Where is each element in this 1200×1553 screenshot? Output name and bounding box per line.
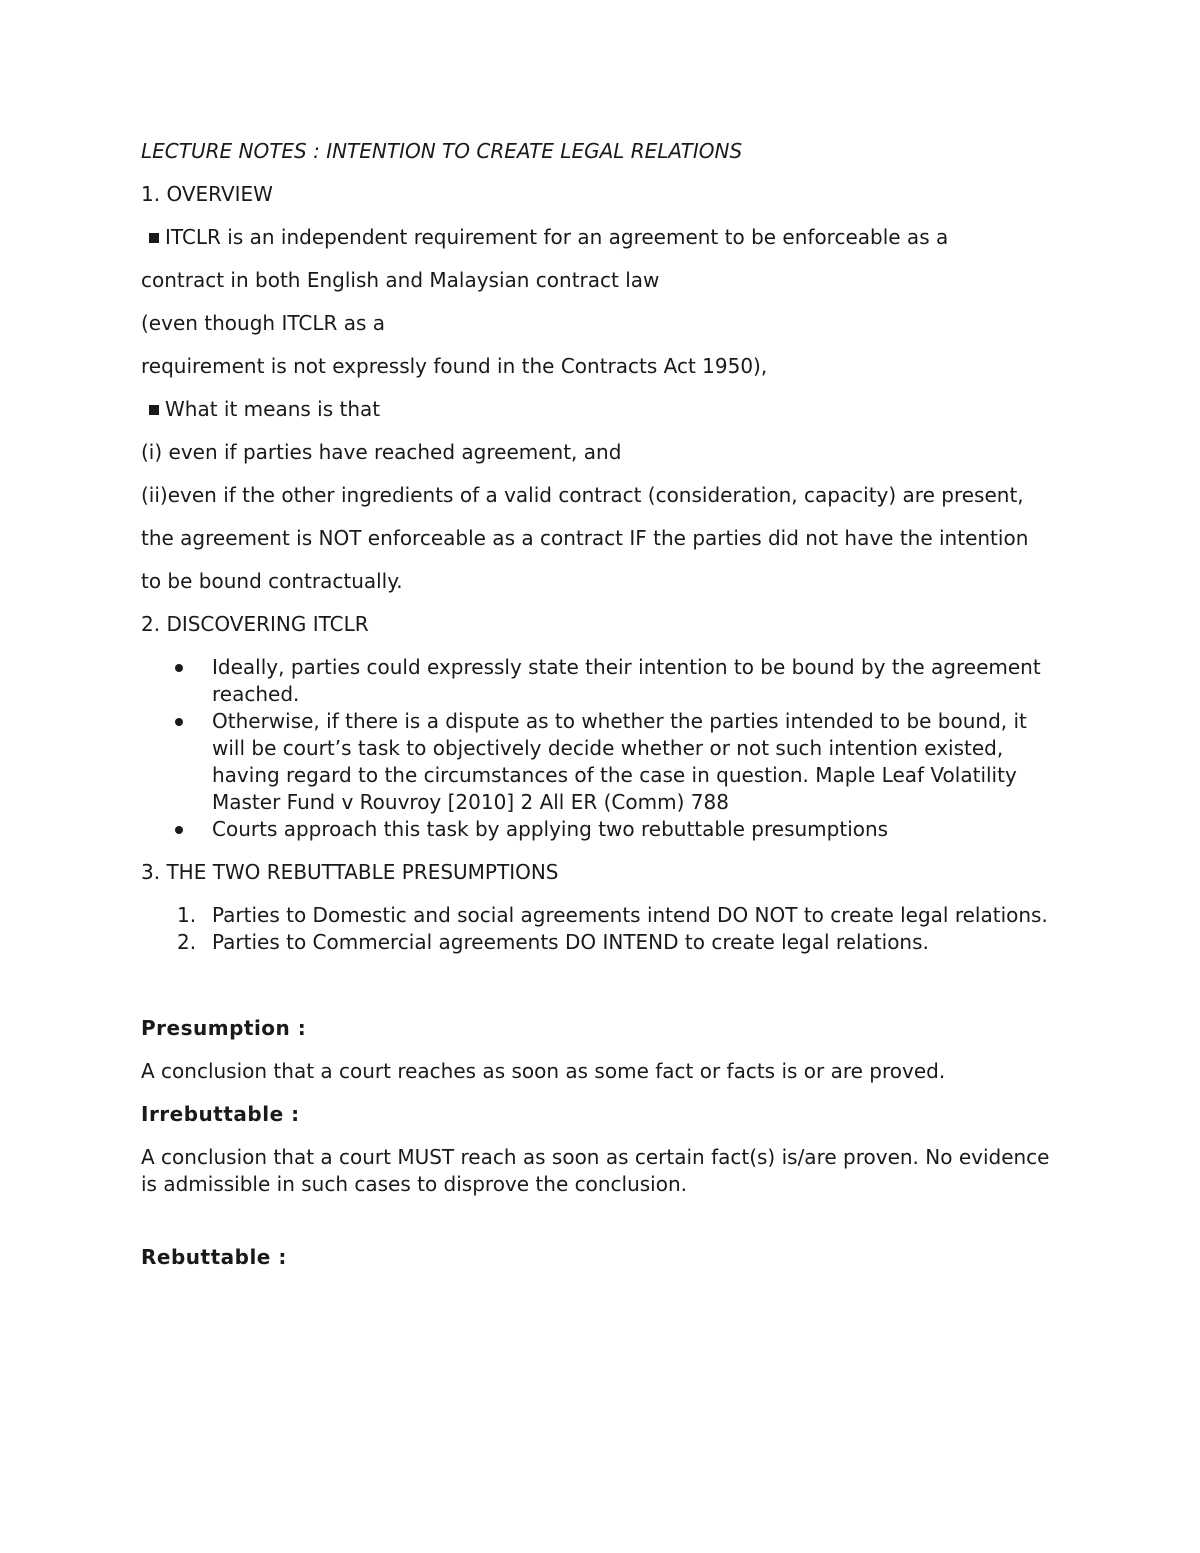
section-heading-presumptions: 3. THE TWO REBUTTABLE PRESUMPTIONS: [141, 860, 559, 884]
square-bullet-item: [141, 396, 1061, 423]
definition-text: A conclusion that a court MUST reach as soon as certain fact(s) is/are proven. No evidence is admissible in such cases to disprove the conclusion.: [141, 1145, 1050, 1196]
document-body: [141, 138, 1061, 1287]
list-item-text: Parties to Commercial agreements DO INTEND to create legal relations.: [212, 930, 929, 954]
paragraph: requirement is not expressly found in the Contracts Act 1950),: [141, 354, 768, 378]
paragraph: to be bound contractually.: [141, 569, 403, 593]
list-item-text: Otherwise, if there is a dispute as to whether the parties intended to be bound, it will be court’s task to objectively decide whether or not such intention existed, having regard to the circumstances of the case in question. Maple Leaf Volatility Master Fund v Rouvroy [2010] 2 All ER (Comm) 788: [212, 709, 1027, 814]
paragraph: (i) even if parties have reached agreement, and: [141, 440, 622, 464]
definition-term-irrebuttable: Irrebuttable :: [141, 1102, 300, 1126]
bullet-dot-icon: [175, 664, 183, 672]
spacer: [141, 972, 1061, 1015]
list-item: [141, 902, 1061, 929]
paragraph: contract in both English and Malaysian contract law: [141, 268, 660, 292]
definition-term-rebuttable: Rebuttable :: [141, 1245, 287, 1269]
list-item: [141, 654, 1061, 708]
definition-text: A conclusion that a court reaches as soon as some fact or facts is or are proved.: [141, 1059, 946, 1083]
spacer: [141, 1214, 1061, 1244]
paragraph: (ii)even if the other ingredients of a valid contract (consideration, capacity) are present,: [141, 483, 1024, 507]
bullet-text: What it means is that: [165, 397, 381, 421]
list-number: 1.: [177, 903, 197, 927]
paragraph: the agreement is NOT enforceable as a contract IF the parties did not have the intention: [141, 526, 1029, 550]
bullet-dot-icon: [175, 718, 183, 726]
bullet-list: [141, 654, 1061, 843]
list-item: [141, 929, 1061, 956]
definition-term-presumption: Presumption :: [141, 1016, 307, 1040]
section-heading-discovering: 2. DISCOVERING ITCLR: [141, 612, 369, 636]
bullet-text: ITCLR is an independent requirement for an agreement to be enforceable as a: [165, 225, 949, 249]
numbered-list: [141, 902, 1061, 956]
list-item: [141, 816, 1061, 843]
paragraph: (even though ITCLR as a: [141, 311, 386, 335]
list-item: [141, 708, 1061, 816]
square-bullet-icon: [149, 233, 159, 243]
section-heading-overview: 1. OVERVIEW: [141, 182, 273, 206]
square-bullet-icon: [149, 405, 159, 415]
list-item-text: Courts approach this task by applying two rebuttable presumptions: [212, 817, 889, 841]
document-title: LECTURE NOTES : INTENTION TO CREATE LEGAL RELATIONS: [141, 139, 743, 163]
bullet-dot-icon: [175, 826, 183, 834]
list-item-text: Ideally, parties could expressly state their intention to be bound by the agreement reached.: [212, 655, 1041, 706]
list-number: 2.: [177, 930, 197, 954]
list-item-text: Parties to Domestic and social agreements intend DO NOT to create legal relations.: [212, 903, 1048, 927]
square-bullet-item: [141, 224, 1061, 251]
